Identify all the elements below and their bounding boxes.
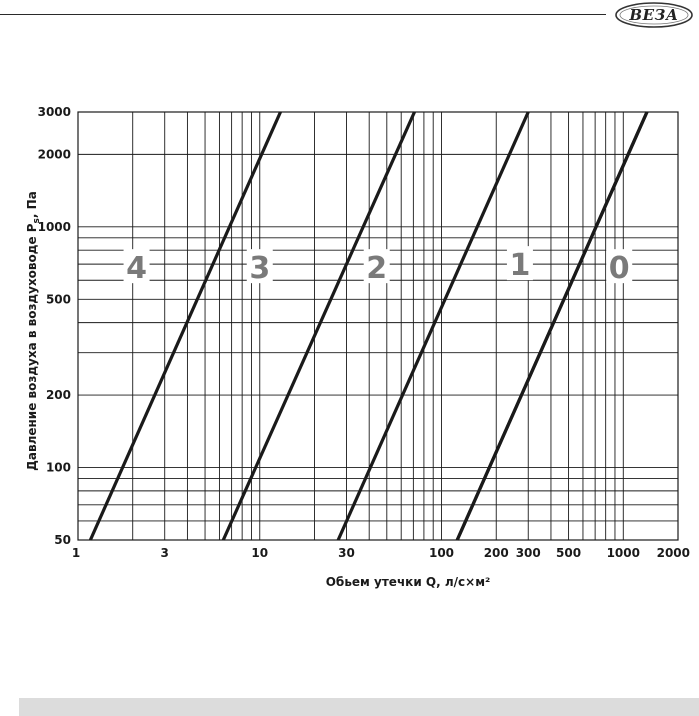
x-tick-labels [72, 546, 690, 560]
chart-grid [78, 112, 678, 540]
x-tick-label: 2000 [656, 546, 690, 560]
series-lines [90, 112, 647, 540]
y-tick-label: 100 [45, 460, 71, 475]
y-tick-label: 500 [45, 292, 71, 307]
x-tick-label: 100 [428, 546, 455, 560]
x-tick-label: 200 [483, 546, 509, 560]
y-tick-label: 3000 [37, 105, 71, 119]
y-tick-label: 2000 [37, 147, 71, 162]
plot-frame [78, 112, 678, 540]
y-tick-label: 200 [45, 388, 71, 403]
x-tick-label: 500 [556, 546, 582, 560]
y-axis-label: Давление воздуха в воздуховоде $P_s$, Па [25, 191, 42, 471]
series-label-1: 1 [509, 248, 531, 284]
x-tick-label: 30 [338, 546, 355, 560]
series-label-0: 0 [608, 251, 630, 287]
y-tick-labels [38, 105, 71, 547]
x-tick-label: 1000 [606, 546, 640, 560]
series-label-2: 2 [366, 251, 388, 287]
x-tick-label: 10 [251, 546, 269, 560]
y-tick-label: 1000 [37, 219, 71, 234]
series-line-0 [457, 112, 647, 540]
series-label-3: 3 [249, 251, 271, 287]
x-tick-label: 3 [160, 546, 169, 560]
x-tick-label: 300 [515, 546, 541, 560]
brand-logo-text: ВЕЗА [629, 6, 679, 24]
x-axis-label: Обьем утечки Q, л/с×м² [325, 575, 491, 589]
series-label-4: 4 [126, 251, 148, 287]
y-tick-label: 50 [54, 533, 71, 547]
footer-band [19, 698, 699, 716]
x-tick-label: 1 [71, 546, 81, 560]
